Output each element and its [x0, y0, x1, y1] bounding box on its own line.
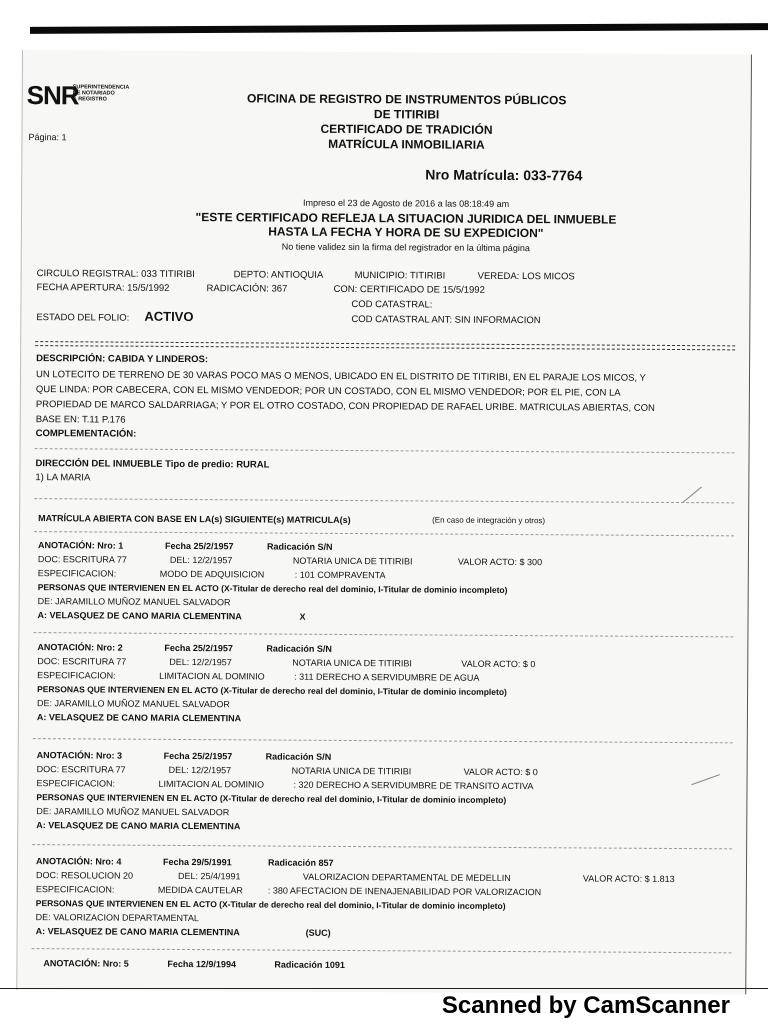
certificate-title: CERTIFICADO DE TRADICIÓN	[320, 121, 493, 137]
anotacion-personas: PERSONAS QUE INTERVIENEN EN EL ACTO (X-Titular de derecho real del dominio, I-Titular de dominio incompleto)	[35, 898, 506, 911]
notice-line-3: No tiene validez sin la firma del registrador en la última página	[281, 241, 530, 254]
anotacion-valor: VALOR ACTO: $ 300	[457, 556, 543, 568]
divider	[33, 738, 733, 743]
anotacion-especificacion-valor: : 320 DERECHO A SERVIDUMBRE DE TRANSITO ACTIVA	[293, 779, 534, 792]
anotacion-de: DE: VALORIZACION DEPARTAMENTAL	[35, 912, 199, 924]
matricula-abierta-note: (En caso de integración y otros)	[432, 515, 546, 526]
anotacion-a: A: VELASQUEZ DE CANO MARIA CLEMENTINA	[36, 712, 242, 724]
anotacion-nro: ANOTACIÓN: Nro: 2	[37, 642, 123, 653]
anotacion-especificacion-label: ESPECIFICACION:	[37, 568, 117, 579]
anotacion-de: DE: JARAMILLO MUÑOZ MANUEL SALVADOR	[36, 698, 230, 710]
anotacion-a: A: VELASQUEZ DE CANO MARIA CLEMENTINA	[35, 926, 240, 938]
anotacion-del: DEL: 25/4/1991	[177, 870, 241, 882]
fecha-apertura: FECHA APERTURA: 15/5/1992	[36, 282, 170, 294]
office-title: OFICINA DE REGISTRO DE INSTRUMENTOS PÚBLICOS	[246, 91, 567, 108]
notice-line-2: HASTA LA FECHA Y HORA DE SU EXPEDICION"	[268, 224, 544, 241]
anotacion-fecha: Fecha 25/2/1957	[163, 750, 233, 762]
office-location: DE TITIRIBI	[373, 107, 440, 122]
snr-logo: SNR	[26, 80, 79, 111]
anotacion-especificacion-label: ESPECIFICACION:	[35, 884, 115, 895]
anotacion-doc: DOC: ESCRITURA 77	[36, 764, 126, 775]
anotacion-a-mark: X	[299, 611, 306, 622]
anotacion-radicacion: Radicación S/N	[265, 751, 332, 762]
anotacion-radicacion: Radicación 857	[268, 857, 334, 868]
descripcion-title: DESCRIPCIÓN: CABIDA Y LINDEROS:	[36, 353, 209, 366]
anotacion-nro: ANOTACIÓN: Nro: 5	[43, 958, 129, 969]
matricula-abierta-label: MATRÍCULA ABIERTA CON BASE EN LA(s) SIGUIENTE(s) MATRICULA(s)	[38, 513, 351, 526]
page-number: Página: 1	[28, 132, 67, 143]
estado-label: ESTADO DEL FOLIO:	[36, 312, 130, 324]
anotacion-notaria: VALORIZACION DEPARTAMENTAL DE MEDELLIN	[302, 871, 511, 884]
anotacion-especificacion-valor: : 101 COMPRAVENTA	[294, 569, 386, 581]
anotacion-especificacion-tipo: MODO DE ADQUISICION	[159, 568, 265, 580]
direccion-value: 1) LA MARIA	[35, 472, 91, 484]
impreso-date: Impreso el 23 de Agosto de 2016 a las 08:18:49 am	[302, 197, 510, 209]
anotacion-especificacion-tipo: LIMITACION AL DOMINIO	[159, 670, 265, 682]
complementacion-label: COMPLEMENTACIÓN:	[35, 428, 137, 440]
nro-matricula: Nro Matrícula: 033-7764	[425, 166, 583, 184]
anotacion-doc: DOC: ESCRITURA 77	[37, 554, 127, 565]
anotacion-a: A: VELASQUEZ DE CANO MARIA CLEMENTINA	[37, 610, 242, 622]
radicacion: RADICACIÓN: 367	[206, 283, 288, 295]
anotacion-del: DEL: 12/2/1957	[169, 656, 232, 668]
cod-catastral: COD CATASTRAL:	[351, 299, 433, 311]
anotacion-valor: VALOR ACTO: $ 0	[461, 658, 536, 670]
double-divider	[35, 341, 735, 350]
estado-value: ACTIVO	[144, 308, 194, 325]
anotacion-personas: PERSONAS QUE INTERVIENEN EN EL ACTO (X-Titular de derecho real del dominio, I-Titular de dominio incompleto)	[36, 792, 507, 805]
scan-mark	[683, 487, 702, 503]
camscanner-watermark: Scanned by CamScanner	[441, 992, 730, 1019]
vereda: VEREDA: LOS MICOS	[477, 270, 575, 283]
circulo-registral: CIRCULO REGISTRAL: 033 TITIRIBI	[36, 268, 195, 281]
anotacion-radicacion: Radicación 1091	[274, 959, 345, 970]
matricula-title: MATRÍCULA INMOBILIARIA	[328, 136, 485, 152]
anotacion-especificacion-label: ESPECIFICACION:	[37, 670, 116, 681]
anotacion-personas: PERSONAS QUE INTERVIENEN EN EL ACTO (X-Titular de derecho real del dominio, I-Titular de dominio incompleto)	[37, 684, 507, 697]
certificate-page	[16, 50, 752, 994]
page-bottom-edge	[0, 988, 768, 989]
con-certificado: CON: CERTIFICADO DE 15/5/1992	[333, 283, 485, 296]
anotacion-a-mark: (SUC)	[305, 927, 331, 938]
divider	[34, 531, 734, 536]
descripcion-text: UN LOTECITO DE TERRENO DE 30 VARAS POCO MAS O MENOS, UBICADO EN EL DISTRITO DE TITIRIBI, EN EL PARAJE LOS MICOS, Y QUE LINDA: POR CABECERA, CON EL MISMO VENDEDOR; POR UN COSTADO, CON EL MISMO VENDEDOR; POR EL PIE, CON LA PROPIEDAD DE MARCO SALDARRIAGA; Y POR EL OTRO COSTADO, CON PROPIEDAD DE RAFAEL URIBE. MATRICULAS ABIERTAS, CON BASE EN: T.11 P.176	[35, 369, 655, 426]
anotacion-especificacion-valor: : 380 AFECTACION DE INENAJENABILIDAD POR VALORIZACION	[267, 885, 542, 898]
anotacion-personas: PERSONAS QUE INTERVIENEN EN EL ACTO (X-Titular de derecho real del dominio, I-Titular de dominio incompleto)	[37, 582, 508, 595]
anotacion-radicacion: Radicación S/N	[266, 541, 333, 552]
departamento: DEPTO: ANTIOQUIA	[233, 269, 324, 281]
anotacion-notaria: NOTARIA UNICA DE TITIRIBI	[291, 765, 412, 777]
anotacion-especificacion-tipo: LIMITACION AL DOMINIO	[158, 778, 265, 790]
anotacion-nro: ANOTACIÓN: Nro: 3	[36, 750, 123, 761]
snr-logo-subtitle: SUPERINTENDENCIA DE NOTARIADO & REGISTRO	[72, 84, 130, 103]
anotacion-nro: ANOTACIÓN: Nro: 1	[37, 540, 124, 551]
anotacion-notaria: NOTARIA UNICA DE TITIRIBI	[292, 657, 412, 669]
notice-line-1: "ESTE CERTIFICADO REFLEJA LA SITUACION JURIDICA DEL INMUEBLE	[195, 210, 617, 227]
anotacion-especificacion-tipo: MEDIDA CAUTELAR	[157, 884, 243, 896]
anotacion-nro: ANOTACIÓN: Nro: 4	[36, 856, 122, 867]
anotacion-a: A: VELASQUEZ DE CANO MARIA CLEMENTINA	[36, 820, 241, 832]
divider	[32, 844, 732, 849]
anotacion-radicacion: Radicación S/N	[266, 643, 332, 654]
anotacion-de: DE: JARAMILLO MUÑOZ MANUEL SALVADOR	[37, 596, 231, 608]
divider	[35, 448, 735, 453]
direccion-title: DIRECCIÓN DEL INMUEBLE Tipo de predio: RURAL	[35, 458, 270, 471]
anotacion-de: DE: JARAMILLO MUÑOZ MANUEL SALVADOR	[36, 806, 230, 818]
cod-catastral-ant: COD CATASTRAL ANT: SIN INFORMACION	[351, 314, 541, 327]
divider	[33, 632, 733, 637]
anotacion-del: DEL: 12/2/1957	[168, 764, 232, 776]
anotacion-doc: DOC: RESOLUCION 20	[35, 870, 134, 881]
scan-mark	[691, 774, 720, 785]
anotacion-valor: VALOR ACTO: $ 0	[463, 766, 538, 778]
anotacion-especificacion-label: ESPECIFICACION:	[36, 778, 116, 789]
anotacion-fecha: Fecha 25/2/1957	[164, 540, 234, 552]
divider	[34, 498, 734, 503]
anotacion-del: DEL: 12/2/1957	[169, 554, 233, 566]
anotacion-fecha: Fecha 12/9/1994	[167, 958, 237, 970]
anotacion-doc: DOC: ESCRITURA 77	[37, 656, 127, 667]
anotacion-fecha: Fecha 29/5/1991	[163, 856, 232, 868]
anotacion-fecha: Fecha 25/2/1957	[164, 642, 233, 654]
divider	[32, 948, 732, 953]
anotacion-valor: VALOR ACTO: $ 1.813	[582, 873, 675, 885]
anotacion-notaria: NOTARIA UNICA DE TITIRIBI	[292, 555, 413, 567]
anotacion-especificacion-valor: : 311 DERECHO A SERVIDUMBRE DE AGUA	[294, 671, 480, 683]
municipio: MUNICIPIO: TITIRIBI	[354, 270, 446, 282]
